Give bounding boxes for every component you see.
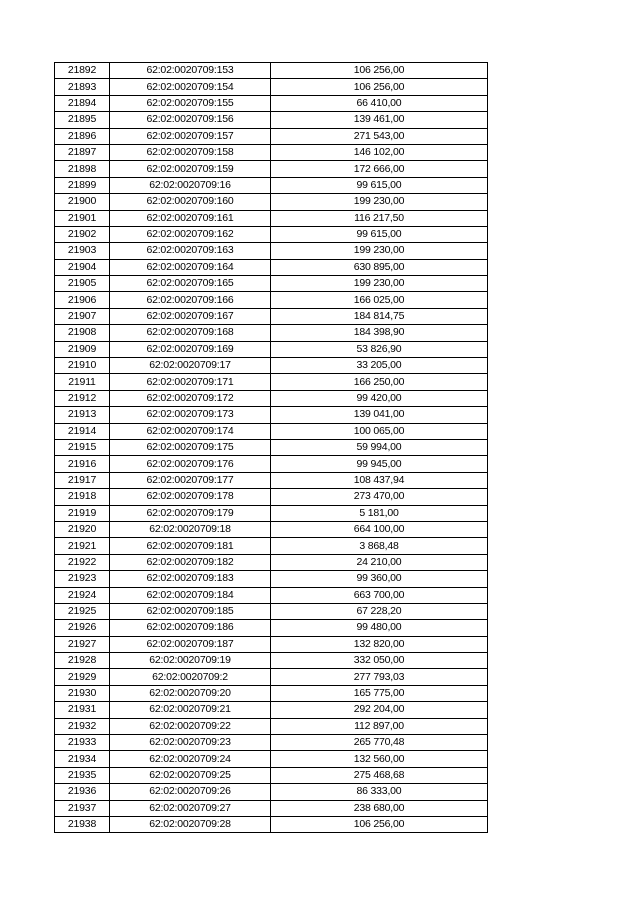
cadastral-number-cell: 62:02:0020709:25: [110, 767, 271, 783]
cadastral-value-cell: 165 775,00: [271, 685, 488, 701]
row-number-cell: 21903: [55, 243, 110, 259]
cadastral-number-cell: 62:02:0020709:157: [110, 128, 271, 144]
row-number-cell: 21910: [55, 358, 110, 374]
cadastral-value-cell: 663 700,00: [271, 587, 488, 603]
cadastral-value-cell: 24 210,00: [271, 554, 488, 570]
cadastral-value-cell: 99 360,00: [271, 571, 488, 587]
cadastral-number-cell: 62:02:0020709:17: [110, 358, 271, 374]
cadastral-value-cell: 99 615,00: [271, 177, 488, 193]
cadastral-number-cell: 62:02:0020709:26: [110, 784, 271, 800]
row-number-cell: 21925: [55, 603, 110, 619]
cadastral-number-cell: 62:02:0020709:28: [110, 816, 271, 832]
cadastral-number-cell: 62:02:0020709:184: [110, 587, 271, 603]
cadastral-value-cell: 67 228,20: [271, 603, 488, 619]
cadastral-number-cell: 62:02:0020709:163: [110, 243, 271, 259]
row-number-cell: 21923: [55, 571, 110, 587]
table-row: [55, 341, 488, 357]
cadastral-number-cell: 62:02:0020709:171: [110, 374, 271, 390]
table-body: [55, 63, 488, 833]
cadastral-number-cell: 62:02:0020709:20: [110, 685, 271, 701]
cadastral-value-cell: 166 250,00: [271, 374, 488, 390]
row-number-cell: 21898: [55, 161, 110, 177]
row-number-cell: 21918: [55, 489, 110, 505]
row-number-cell: 21907: [55, 308, 110, 324]
table-row: [55, 210, 488, 226]
table-row: [55, 685, 488, 701]
cadastral-number-cell: 62:02:0020709:175: [110, 439, 271, 455]
cadastral-value-cell: 116 217,50: [271, 210, 488, 226]
cadastral-value-cell: 199 230,00: [271, 276, 488, 292]
table-row: [55, 374, 488, 390]
row-number-cell: 21904: [55, 259, 110, 275]
table-row: [55, 620, 488, 636]
row-number-cell: 21927: [55, 636, 110, 652]
row-number-cell: 21933: [55, 735, 110, 751]
cadastral-number-cell: 62:02:0020709:156: [110, 112, 271, 128]
cadastral-value-cell: 5 181,00: [271, 505, 488, 521]
cadastral-value-cell: 33 205,00: [271, 358, 488, 374]
row-number-cell: 21921: [55, 538, 110, 554]
cadastral-number-cell: 62:02:0020709:159: [110, 161, 271, 177]
row-number-cell: 21920: [55, 521, 110, 537]
cadastral-value-cell: 146 102,00: [271, 144, 488, 160]
row-number-cell: 21908: [55, 325, 110, 341]
table-row: [55, 226, 488, 242]
row-number-cell: 21937: [55, 800, 110, 816]
table-row: [55, 603, 488, 619]
table-row: [55, 243, 488, 259]
table-row: [55, 456, 488, 472]
row-number-cell: 21916: [55, 456, 110, 472]
cadastral-value-cell: 3 868,48: [271, 538, 488, 554]
table-row: [55, 669, 488, 685]
row-number-cell: 21935: [55, 767, 110, 783]
table-row: [55, 735, 488, 751]
cadastral-number-cell: 62:02:0020709:179: [110, 505, 271, 521]
row-number-cell: 21917: [55, 472, 110, 488]
row-number-cell: 21893: [55, 79, 110, 95]
table-row: [55, 505, 488, 521]
row-number-cell: 21913: [55, 407, 110, 423]
cadastral-value-cell: 99 615,00: [271, 226, 488, 242]
table-row: [55, 79, 488, 95]
row-number-cell: 21901: [55, 210, 110, 226]
table-row: [55, 538, 488, 554]
row-number-cell: 21900: [55, 194, 110, 210]
cadastral-number-cell: 62:02:0020709:166: [110, 292, 271, 308]
cadastral-value-cell: 99 420,00: [271, 390, 488, 406]
cadastral-value-cell: 292 204,00: [271, 702, 488, 718]
cadastral-number-cell: 62:02:0020709:182: [110, 554, 271, 570]
cadastral-value-cell: 199 230,00: [271, 243, 488, 259]
table-row: [55, 390, 488, 406]
cadastral-number-cell: 62:02:0020709:177: [110, 472, 271, 488]
cadastral-number-cell: 62:02:0020709:27: [110, 800, 271, 816]
cadastral-number-cell: 62:02:0020709:21: [110, 702, 271, 718]
row-number-cell: 21896: [55, 128, 110, 144]
row-number-cell: 21909: [55, 341, 110, 357]
table-row: [55, 784, 488, 800]
table-row: [55, 554, 488, 570]
row-number-cell: 21928: [55, 653, 110, 669]
cadastral-value-cell: 100 065,00: [271, 423, 488, 439]
cadastral-value-cell: 664 100,00: [271, 521, 488, 537]
cadastral-value-cell: 132 560,00: [271, 751, 488, 767]
table-row: [55, 816, 488, 832]
cadastral-number-cell: 62:02:0020709:16: [110, 177, 271, 193]
table-row: [55, 161, 488, 177]
table-row: [55, 144, 488, 160]
cadastral-value-cell: 199 230,00: [271, 194, 488, 210]
row-number-cell: 21902: [55, 226, 110, 242]
table-row: [55, 636, 488, 652]
cadastral-value-cell: 86 333,00: [271, 784, 488, 800]
cadastral-number-cell: 62:02:0020709:162: [110, 226, 271, 242]
cadastral-number-cell: 62:02:0020709:153: [110, 63, 271, 79]
cadastral-number-cell: 62:02:0020709:19: [110, 653, 271, 669]
cadastral-value-cell: 275 468,68: [271, 767, 488, 783]
cadastral-value-cell: 66 410,00: [271, 95, 488, 111]
cadastral-value-cell: 238 680,00: [271, 800, 488, 816]
table-row: [55, 259, 488, 275]
table-row: [55, 489, 488, 505]
row-number-cell: 21931: [55, 702, 110, 718]
cadastral-value-cell: 99 945,00: [271, 456, 488, 472]
table-row: [55, 308, 488, 324]
row-number-cell: 21936: [55, 784, 110, 800]
cadastral-number-cell: 62:02:0020709:186: [110, 620, 271, 636]
table-row: [55, 767, 488, 783]
table-row: [55, 177, 488, 193]
table-row: [55, 472, 488, 488]
table-row: [55, 751, 488, 767]
table-row: [55, 128, 488, 144]
cadastral-value-cell: 139 041,00: [271, 407, 488, 423]
table-row: [55, 439, 488, 455]
cadastral-value-cell: 106 256,00: [271, 63, 488, 79]
row-number-cell: 21899: [55, 177, 110, 193]
cadastral-value-cell: 106 256,00: [271, 816, 488, 832]
cadastral-number-cell: 62:02:0020709:23: [110, 735, 271, 751]
cadastral-number-cell: 62:02:0020709:22: [110, 718, 271, 734]
cadastral-number-cell: 62:02:0020709:158: [110, 144, 271, 160]
row-number-cell: 21930: [55, 685, 110, 701]
cadastral-value-cell: 166 025,00: [271, 292, 488, 308]
cadastral-value-cell: 132 820,00: [271, 636, 488, 652]
row-number-cell: 21905: [55, 276, 110, 292]
cadastral-value-cell: 139 461,00: [271, 112, 488, 128]
table-row: [55, 292, 488, 308]
cadastral-value-cell: 271 543,00: [271, 128, 488, 144]
cadastral-value-cell: 59 994,00: [271, 439, 488, 455]
table-row: [55, 653, 488, 669]
cadastral-value-cell: 108 437,94: [271, 472, 488, 488]
table-row: [55, 571, 488, 587]
table-row: [55, 521, 488, 537]
cadastral-value-cell: 332 050,00: [271, 653, 488, 669]
cadastral-number-cell: 62:02:0020709:173: [110, 407, 271, 423]
cadastral-number-cell: 62:02:0020709:160: [110, 194, 271, 210]
row-number-cell: 21906: [55, 292, 110, 308]
row-number-cell: 21932: [55, 718, 110, 734]
row-number-cell: 21915: [55, 439, 110, 455]
cadastral-number-cell: 62:02:0020709:165: [110, 276, 271, 292]
table-row: [55, 95, 488, 111]
cadastral-number-cell: 62:02:0020709:178: [110, 489, 271, 505]
row-number-cell: 21919: [55, 505, 110, 521]
cadastral-number-cell: 62:02:0020709:169: [110, 341, 271, 357]
row-number-cell: 21912: [55, 390, 110, 406]
cadastral-number-cell: 62:02:0020709:168: [110, 325, 271, 341]
table-row: [55, 325, 488, 341]
table-row: [55, 407, 488, 423]
cadastral-number-cell: 62:02:0020709:24: [110, 751, 271, 767]
row-number-cell: 21897: [55, 144, 110, 160]
cadastral-number-cell: 62:02:0020709:161: [110, 210, 271, 226]
cadastral-number-cell: 62:02:0020709:18: [110, 521, 271, 537]
table-row: [55, 358, 488, 374]
cadastral-value-cell: 106 256,00: [271, 79, 488, 95]
cadastral-number-cell: 62:02:0020709:187: [110, 636, 271, 652]
cadastral-value-cell: 99 480,00: [271, 620, 488, 636]
table-row: [55, 800, 488, 816]
table-row: [55, 587, 488, 603]
cadastral-number-cell: 62:02:0020709:164: [110, 259, 271, 275]
row-number-cell: 21926: [55, 620, 110, 636]
cadastral-value-cell: 277 793,03: [271, 669, 488, 685]
cadastral-value-cell: 112 897,00: [271, 718, 488, 734]
row-number-cell: 21922: [55, 554, 110, 570]
cadastral-number-cell: 62:02:0020709:167: [110, 308, 271, 324]
cadastral-value-cell: 273 470,00: [271, 489, 488, 505]
cadastral-value-cell: 172 666,00: [271, 161, 488, 177]
cadastral-number-cell: 62:02:0020709:174: [110, 423, 271, 439]
row-number-cell: 21911: [55, 374, 110, 390]
table-row: [55, 718, 488, 734]
row-number-cell: 21914: [55, 423, 110, 439]
cadastral-number-cell: 62:02:0020709:2: [110, 669, 271, 685]
table-row: [55, 276, 488, 292]
table-row: [55, 63, 488, 79]
row-number-cell: 21924: [55, 587, 110, 603]
cadastral-value-cell: 53 826,90: [271, 341, 488, 357]
cadastral-number-cell: 62:02:0020709:176: [110, 456, 271, 472]
cadastral-number-cell: 62:02:0020709:155: [110, 95, 271, 111]
row-number-cell: 21892: [55, 63, 110, 79]
cadastral-number-cell: 62:02:0020709:154: [110, 79, 271, 95]
cadastral-number-cell: 62:02:0020709:183: [110, 571, 271, 587]
cadastral-number-cell: 62:02:0020709:185: [110, 603, 271, 619]
table-row: [55, 423, 488, 439]
cadastral-value-cell: 630 895,00: [271, 259, 488, 275]
row-number-cell: 21895: [55, 112, 110, 128]
cadastral-value-cell: 265 770,48: [271, 735, 488, 751]
row-number-cell: 21934: [55, 751, 110, 767]
cadastral-number-cell: 62:02:0020709:181: [110, 538, 271, 554]
cadastral-value-cell: 184 398,90: [271, 325, 488, 341]
cadastral-value-table: [54, 62, 488, 833]
table-row: [55, 702, 488, 718]
cadastral-number-cell: 62:02:0020709:172: [110, 390, 271, 406]
cadastral-value-cell: 184 814,75: [271, 308, 488, 324]
table-row: [55, 112, 488, 128]
row-number-cell: 21929: [55, 669, 110, 685]
row-number-cell: 21894: [55, 95, 110, 111]
table-row: [55, 194, 488, 210]
row-number-cell: 21938: [55, 816, 110, 832]
